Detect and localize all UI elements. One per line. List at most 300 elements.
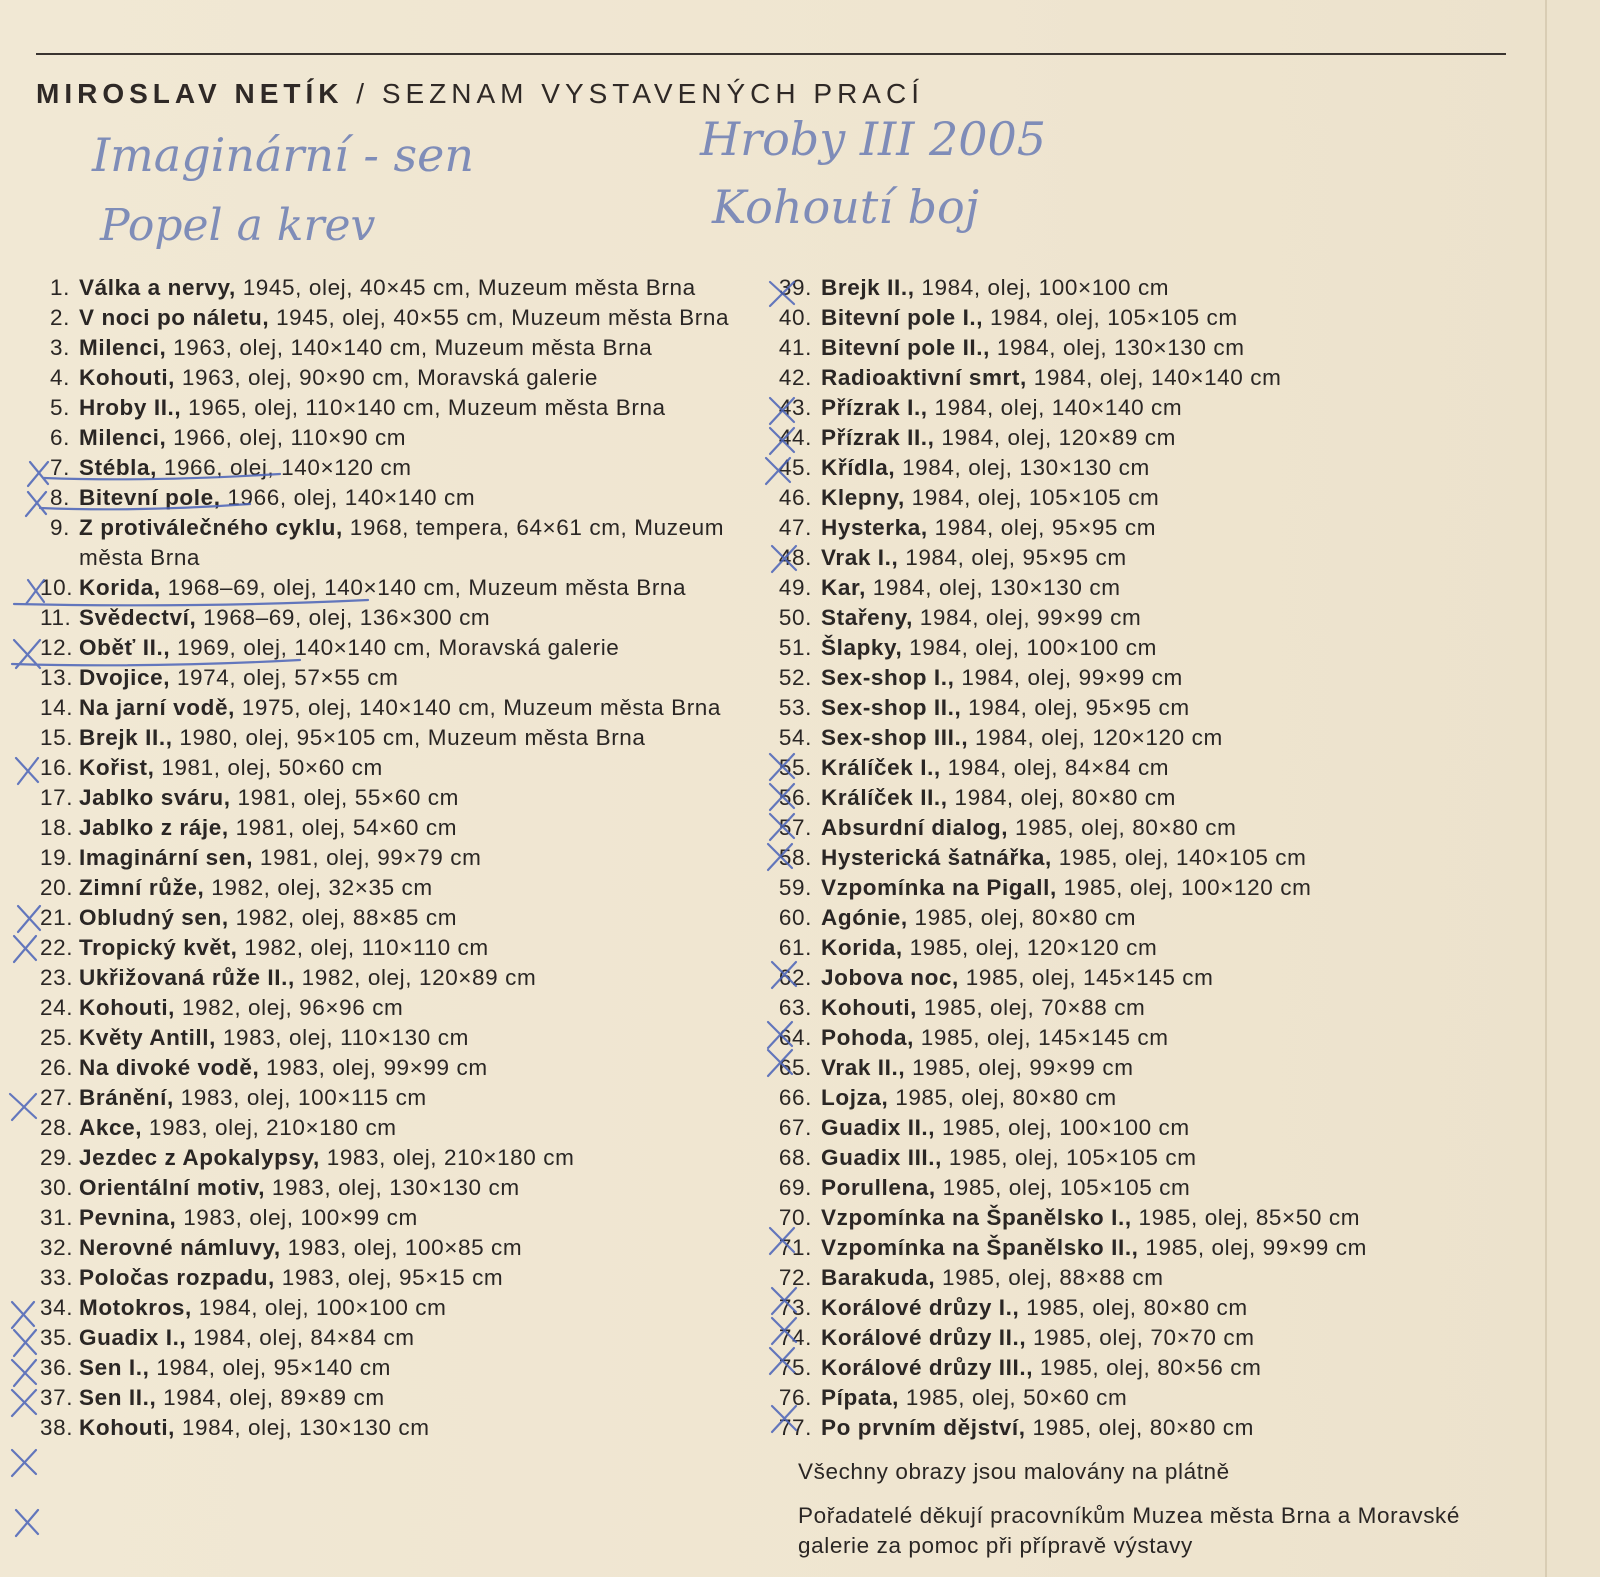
work-details: 1983, olej, 210×180 cm xyxy=(319,1145,575,1170)
work-number: 58. xyxy=(778,845,812,870)
work-entry xyxy=(778,963,1518,993)
work-details: 1985, olej, 105×105 cm xyxy=(941,1145,1197,1170)
title-separator: / xyxy=(343,78,382,109)
work-number: 25. xyxy=(40,1025,74,1050)
work-entry xyxy=(778,363,1518,393)
work-entry xyxy=(778,933,1518,963)
work-description xyxy=(70,1083,760,1113)
work-details: 1945, olej, 40×55 cm, Muzeum města Brna xyxy=(269,305,730,330)
work-title: Křídla, xyxy=(821,455,896,480)
work-description xyxy=(812,693,1518,723)
work-number: 52. xyxy=(778,665,812,690)
work-title: Bránění, xyxy=(79,1085,174,1110)
work-entry xyxy=(778,1323,1518,1353)
work-entry xyxy=(778,1293,1518,1323)
work-entry xyxy=(778,1143,1518,1173)
work-entry xyxy=(778,873,1518,903)
work-details: 1966, olej, 140×120 cm xyxy=(156,455,412,480)
work-entry xyxy=(40,1323,760,1353)
work-number: 47. xyxy=(778,515,812,540)
work-title: Poločas rozpadu, xyxy=(79,1265,275,1290)
cross-mark xyxy=(12,1360,36,1386)
work-entry xyxy=(40,303,760,333)
work-details: 1985, olej, 145×145 cm xyxy=(958,965,1214,990)
work-details: 1985, olej, 100×120 cm xyxy=(1056,875,1312,900)
work-number: 55. xyxy=(778,755,812,780)
work-number: 9. xyxy=(50,515,70,540)
work-title: Milenci, xyxy=(79,335,167,360)
work-details: 1945, olej, 40×45 cm, Muzeum města Brna xyxy=(235,275,696,300)
work-number: 63. xyxy=(778,995,812,1020)
work-number: 19. xyxy=(40,845,74,870)
work-details: 1982, olej, 96×96 cm xyxy=(175,995,404,1020)
work-title: Kohouti, xyxy=(79,365,176,390)
work-details: 1984, olej, 84×84 cm xyxy=(186,1325,415,1350)
work-number: 45. xyxy=(778,455,812,480)
work-details: 1984, olej, 120×120 cm xyxy=(968,725,1223,750)
work-entry xyxy=(778,843,1518,873)
work-title: Brejk II., xyxy=(821,275,915,300)
work-details: 1965, olej, 110×140 cm, Muzeum města Brna xyxy=(181,395,666,420)
work-entry xyxy=(40,1263,760,1293)
work-description xyxy=(70,813,760,843)
works-list-left xyxy=(40,273,760,1443)
work-description xyxy=(812,1413,1518,1443)
work-details: 1975, olej, 140×140 cm, Muzeum města Brna xyxy=(234,695,722,720)
work-title: Kar, xyxy=(821,575,866,600)
work-entry xyxy=(778,1203,1518,1233)
work-entry xyxy=(40,873,760,903)
work-description xyxy=(812,753,1518,783)
work-number: 34. xyxy=(40,1295,74,1320)
work-number: 56. xyxy=(778,785,812,810)
work-entry xyxy=(40,993,760,1023)
work-number: 60. xyxy=(778,905,812,930)
cross-mark xyxy=(14,1330,36,1356)
work-description xyxy=(812,1143,1518,1173)
work-entry xyxy=(778,513,1518,543)
work-number: 76. xyxy=(778,1385,812,1410)
work-title: Pípata, xyxy=(821,1385,899,1410)
work-details: 1985, olej, 85×50 cm xyxy=(1131,1205,1361,1230)
work-description xyxy=(812,1203,1518,1233)
work-entry xyxy=(40,783,760,813)
work-title: V noci po náletu, xyxy=(79,305,270,330)
work-description xyxy=(812,663,1518,693)
work-description xyxy=(70,873,760,903)
work-entry xyxy=(40,1143,760,1173)
work-title: Králíček I., xyxy=(821,755,941,780)
work-number: 42. xyxy=(778,365,812,390)
work-entry xyxy=(40,663,760,693)
work-description xyxy=(70,903,760,933)
work-title: Hroby II., xyxy=(79,395,182,420)
work-description xyxy=(812,1053,1518,1083)
work-description xyxy=(70,393,760,423)
cross-mark xyxy=(12,1302,34,1328)
work-entry xyxy=(778,393,1518,423)
work-number: 14. xyxy=(40,695,74,720)
work-description xyxy=(812,423,1518,453)
work-description xyxy=(812,993,1518,1023)
work-details: 1984, olej, 99×99 cm xyxy=(954,665,1183,690)
work-description xyxy=(812,363,1518,393)
work-entry xyxy=(778,1113,1518,1143)
work-title: Nerovné námluvy, xyxy=(79,1235,281,1260)
work-title: Kohouti, xyxy=(821,995,918,1020)
work-entry xyxy=(40,1413,760,1443)
work-details: 1985, olej, 80×80 cm xyxy=(1019,1295,1248,1320)
work-description xyxy=(70,993,760,1023)
work-description xyxy=(70,603,760,633)
work-title: Kořist, xyxy=(79,755,155,780)
work-details: 1982, olej, 120×89 cm xyxy=(294,965,537,990)
work-entry xyxy=(40,513,760,573)
work-title: Šlapky, xyxy=(821,635,903,660)
work-description xyxy=(70,303,760,333)
work-details: 1984, olej, 100×100 cm xyxy=(902,635,1157,660)
work-description xyxy=(70,453,760,483)
work-number: 24. xyxy=(40,995,74,1020)
work-description xyxy=(812,333,1518,363)
work-entry xyxy=(40,423,760,453)
work-description xyxy=(70,1383,760,1413)
work-title: Brejk II., xyxy=(79,725,173,750)
work-entry xyxy=(40,333,760,363)
work-number: 18. xyxy=(40,815,74,840)
work-number: 65. xyxy=(778,1055,812,1080)
work-entry xyxy=(778,693,1518,723)
page-edge xyxy=(1545,0,1547,1577)
work-details: 1984, olej, 130×130 cm xyxy=(865,575,1121,600)
work-title: Sex-shop III., xyxy=(821,725,969,750)
work-entry xyxy=(778,1353,1518,1383)
work-details: 1983, olej, 100×99 cm xyxy=(176,1205,418,1230)
work-title: Sex-shop I., xyxy=(821,665,955,690)
work-title: Hysterická šatnářka, xyxy=(821,845,1052,870)
work-entry xyxy=(778,423,1518,453)
work-description xyxy=(812,963,1518,993)
work-title: Milenci, xyxy=(79,425,167,450)
work-number: 3. xyxy=(50,335,70,360)
work-details: 1984, olej, 89×89 cm xyxy=(156,1385,385,1410)
work-details: 1984, olej, 95×95 cm xyxy=(898,545,1127,570)
work-number: 33. xyxy=(40,1265,74,1290)
work-number: 70. xyxy=(778,1205,812,1230)
work-description xyxy=(70,573,760,603)
work-entry xyxy=(778,633,1518,663)
work-details: 1985, olej, 80×80 cm xyxy=(888,1085,1117,1110)
work-details: 1984, olej, 99×99 cm xyxy=(912,605,1142,630)
work-details: 1984, olej, 84×84 cm xyxy=(940,755,1170,780)
work-entry xyxy=(778,603,1518,633)
work-title: Na divoké vodě, xyxy=(79,1055,260,1080)
work-title: Králíček II., xyxy=(821,785,948,810)
work-title: Lojza, xyxy=(821,1085,889,1110)
work-details: 1982, olej, 110×110 cm xyxy=(237,935,489,960)
work-entry xyxy=(40,903,760,933)
work-entry xyxy=(778,483,1518,513)
work-details: 1968–69, olej, 140×140 cm, Muzeum města Brna xyxy=(160,575,687,600)
work-number: 35. xyxy=(40,1325,74,1350)
work-details: 1984, olej, 130×130 cm xyxy=(175,1415,430,1440)
work-title: Jezdec z Apokalypsy, xyxy=(79,1145,320,1170)
thanks-note: Pořadatelé děkují pracovníkům Muzea města Brna a Moravské galerie za pomoc při přípravě výstavy xyxy=(798,1503,1461,1558)
work-title: Stébla, xyxy=(79,455,157,480)
work-details: 1982, olej, 88×85 cm xyxy=(228,905,458,930)
work-description xyxy=(812,513,1518,543)
work-details: 1963, olej, 90×90 cm, Moravská galerie xyxy=(175,365,599,390)
work-details: 1984, olej, 140×140 cm xyxy=(927,395,1183,420)
work-description xyxy=(70,783,760,813)
work-number: 41. xyxy=(778,335,812,360)
work-details: 1983, olej, 100×85 cm xyxy=(280,1235,523,1260)
work-number: 2. xyxy=(50,305,70,330)
work-number: 71. xyxy=(778,1235,812,1260)
work-number: 21. xyxy=(40,905,74,930)
work-details: 1966, olej, 140×140 cm xyxy=(220,485,476,510)
cross-mark xyxy=(12,1390,36,1416)
work-details: 1984, olej, 80×80 cm xyxy=(947,785,1176,810)
work-details: 1982, olej, 32×35 cm xyxy=(204,875,433,900)
work-description xyxy=(812,1263,1518,1293)
work-number: 8. xyxy=(50,485,70,510)
work-number: 72. xyxy=(778,1265,812,1290)
work-details: 1985, olej, 50×60 cm xyxy=(898,1385,1128,1410)
work-title: Po prvním dějství, xyxy=(821,1415,1026,1440)
work-number: 13. xyxy=(40,665,74,690)
work-details: 1963, olej, 140×140 cm, Muzeum města Brna xyxy=(166,335,653,360)
work-details: 1985, olej, 145×145 cm xyxy=(913,1025,1169,1050)
work-details: 1983, olej, 95×15 cm xyxy=(274,1265,504,1290)
work-number: 26. xyxy=(40,1055,74,1080)
work-number: 39. xyxy=(778,275,812,300)
work-number: 43. xyxy=(778,395,812,420)
work-title: Květy Antill, xyxy=(79,1025,216,1050)
work-title: Pevnina, xyxy=(79,1205,177,1230)
work-number: 49. xyxy=(778,575,812,600)
work-description xyxy=(812,543,1518,573)
work-description xyxy=(70,843,760,873)
work-details: 1984, olej, 95×95 cm xyxy=(961,695,1190,720)
cross-mark xyxy=(16,758,38,784)
work-details: 1985, olej, 100×100 cm xyxy=(935,1115,1190,1140)
handwritten-note: Popel a krev xyxy=(100,200,376,251)
work-entry xyxy=(40,723,760,753)
work-title: Klepny, xyxy=(821,485,905,510)
work-entry xyxy=(778,663,1518,693)
work-details: 1984, olej, 95×95 cm xyxy=(927,515,1157,540)
work-description xyxy=(70,483,760,513)
work-title: Svědectví, xyxy=(79,605,197,630)
work-title: Jablko z ráje, xyxy=(79,815,229,840)
work-title: Korálové drůzy III., xyxy=(821,1355,1034,1380)
work-title: Guadix III., xyxy=(821,1145,942,1170)
work-description xyxy=(812,573,1518,603)
work-entry xyxy=(40,1293,760,1323)
work-title: Přízrak II., xyxy=(821,425,935,450)
work-entry xyxy=(40,693,760,723)
work-description xyxy=(812,1173,1518,1203)
work-details: 1984, olej, 105×105 cm xyxy=(983,305,1238,330)
work-description xyxy=(812,453,1518,483)
work-title: Guadix I., xyxy=(79,1325,187,1350)
work-description xyxy=(812,873,1518,903)
canvas-note: Všechny obrazy jsou malovány na plátně xyxy=(798,1459,1230,1484)
work-description xyxy=(812,783,1518,813)
work-number: 77. xyxy=(778,1415,812,1440)
work-entry xyxy=(778,273,1518,303)
handwritten-note: Kohoutí boj xyxy=(712,180,979,234)
work-description xyxy=(70,1293,760,1323)
work-description xyxy=(70,1323,760,1353)
work-details: 1974, olej, 57×55 cm xyxy=(170,665,399,690)
work-entry xyxy=(40,573,760,603)
work-details: 1984, olej, 105×105 cm xyxy=(904,485,1160,510)
work-number: 30. xyxy=(40,1175,74,1200)
work-entry xyxy=(40,1383,760,1413)
work-description xyxy=(70,1023,760,1053)
work-number: 17. xyxy=(40,785,74,810)
work-description xyxy=(812,483,1518,513)
work-entry xyxy=(778,753,1518,783)
work-details: 1966, olej, 110×90 cm xyxy=(166,425,407,450)
work-number: 20. xyxy=(40,875,74,900)
work-number: 28. xyxy=(40,1115,74,1140)
work-details: 1983, olej, 210×180 cm xyxy=(142,1115,397,1140)
cross-mark xyxy=(14,640,40,668)
work-number: 38. xyxy=(40,1415,74,1440)
work-details: 1985, olej, 80×56 cm xyxy=(1033,1355,1262,1380)
work-description xyxy=(70,753,760,783)
work-description xyxy=(812,273,1518,303)
work-description xyxy=(812,723,1518,753)
work-title: Vrak II., xyxy=(821,1055,906,1080)
work-description xyxy=(70,1203,760,1233)
work-number: 7. xyxy=(50,455,70,480)
work-number: 57. xyxy=(778,815,812,840)
work-title: Sen I., xyxy=(79,1355,150,1380)
page-title xyxy=(36,78,924,110)
work-entry xyxy=(40,963,760,993)
work-title: Stařeny, xyxy=(821,605,913,630)
work-details: 1985, olej, 80×80 cm xyxy=(1008,815,1237,840)
top-rule xyxy=(36,53,1506,55)
work-entry xyxy=(778,1173,1518,1203)
work-number: 44. xyxy=(778,425,812,450)
cross-mark xyxy=(16,1510,38,1536)
work-details: 1984, olej, 140×140 cm xyxy=(1026,365,1282,390)
work-description xyxy=(70,1143,760,1173)
work-details: 1983, olej, 130×130 cm xyxy=(265,1175,520,1200)
cross-mark xyxy=(14,936,36,962)
work-entry xyxy=(40,813,760,843)
work-entry xyxy=(778,573,1518,603)
work-description xyxy=(812,903,1518,933)
work-title: Motokros, xyxy=(79,1295,192,1320)
work-title: Sen II., xyxy=(79,1385,157,1410)
work-details: 1985, olej, 70×70 cm xyxy=(1026,1325,1255,1350)
work-entry xyxy=(778,1263,1518,1293)
work-entry xyxy=(778,543,1518,573)
work-title: Sex-shop II., xyxy=(821,695,962,720)
work-description xyxy=(70,933,760,963)
work-details: 1984, olej, 120×89 cm xyxy=(934,425,1177,450)
work-entry xyxy=(40,1023,760,1053)
work-title: Radioaktivní smrt, xyxy=(821,365,1027,390)
work-entry xyxy=(40,933,760,963)
work-title: Oběť II., xyxy=(79,635,171,660)
work-entry xyxy=(778,993,1518,1023)
work-description xyxy=(70,693,760,723)
work-description xyxy=(70,1113,760,1143)
work-details: 1983, olej, 99×99 cm xyxy=(259,1055,488,1080)
work-description xyxy=(70,633,760,663)
work-description xyxy=(70,1233,760,1263)
work-description xyxy=(812,1353,1518,1383)
work-entry xyxy=(778,303,1518,333)
list-subtitle: SEZNAM VYSTAVENÝCH PRACÍ xyxy=(381,78,924,109)
work-number: 5. xyxy=(50,395,70,420)
work-entry xyxy=(778,783,1518,813)
work-entry xyxy=(40,753,760,783)
work-details: 1980, olej, 95×105 cm, Muzeum města Brna xyxy=(172,725,646,750)
work-number: 59. xyxy=(778,875,812,900)
cross-mark xyxy=(18,906,40,932)
work-details: 1984, olej, 130×130 cm xyxy=(989,335,1245,360)
work-description xyxy=(70,1413,760,1443)
work-entry xyxy=(778,1083,1518,1113)
work-title: Orientální motiv, xyxy=(79,1175,266,1200)
work-description xyxy=(70,423,760,453)
work-details: 1981, olej, 50×60 cm xyxy=(154,755,383,780)
work-details: 1983, olej, 100×115 cm xyxy=(173,1085,427,1110)
work-title: Na jarní vodě, xyxy=(79,695,235,720)
work-title: Pohoda, xyxy=(821,1025,914,1050)
work-number: 62. xyxy=(778,965,812,990)
work-description xyxy=(70,1173,760,1203)
work-title: Vzpomínka na Pigall, xyxy=(821,875,1057,900)
work-number: 23. xyxy=(40,965,74,990)
work-description xyxy=(70,723,760,753)
work-title: Dvojice, xyxy=(79,665,171,690)
work-number: 1. xyxy=(50,275,70,300)
work-entry xyxy=(40,1353,760,1383)
work-entry xyxy=(40,273,760,303)
work-details: 1984, olej, 100×100 cm xyxy=(191,1295,447,1320)
work-entry xyxy=(778,903,1518,933)
work-number: 48. xyxy=(778,545,812,570)
work-description xyxy=(70,1353,760,1383)
work-title: Bitevní pole II., xyxy=(821,335,990,360)
work-number: 54. xyxy=(778,725,812,750)
work-title: Korida, xyxy=(79,575,161,600)
work-details: 1984, olej, 130×130 cm xyxy=(895,455,1150,480)
work-number: 31. xyxy=(40,1205,74,1230)
work-title: Vzpomínka na Španělsko II., xyxy=(821,1235,1139,1260)
work-number: 29. xyxy=(40,1145,74,1170)
work-number: 40. xyxy=(778,305,812,330)
work-entry xyxy=(40,843,760,873)
work-title: Imaginární sen, xyxy=(79,845,254,870)
work-title: Z protiválečného cyklu, xyxy=(79,515,343,540)
work-title: Barakuda, xyxy=(821,1265,936,1290)
work-description xyxy=(812,1113,1518,1143)
work-title: Vrak I., xyxy=(821,545,899,570)
work-title: Tropický květ, xyxy=(79,935,238,960)
work-description xyxy=(70,333,760,363)
work-number: 67. xyxy=(778,1115,812,1140)
